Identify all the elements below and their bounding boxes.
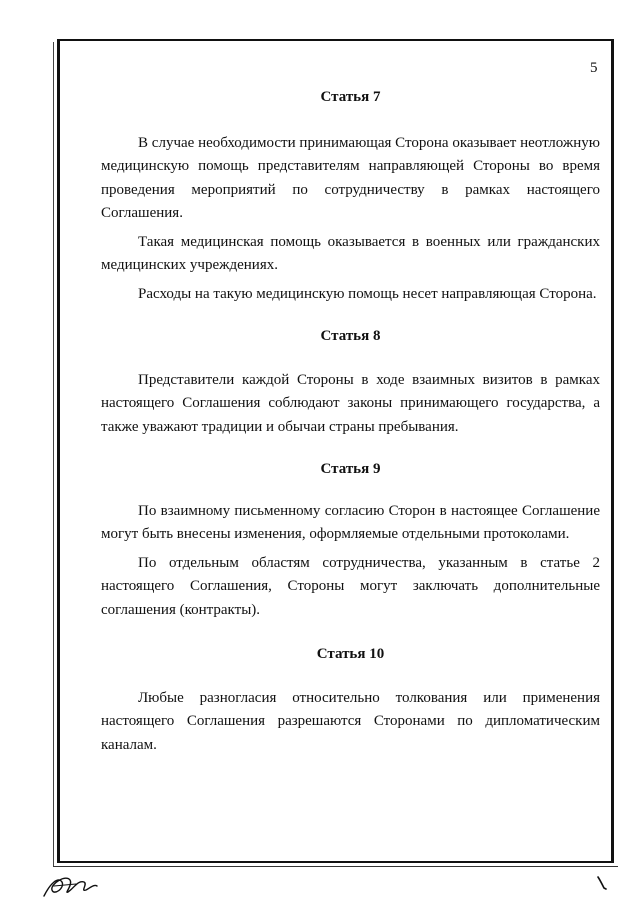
article-heading: Статья 10 bbox=[316, 646, 385, 662]
article-7 bbox=[101, 86, 600, 306]
article-9 bbox=[101, 458, 600, 622]
frame-inner-left-line bbox=[53, 42, 54, 867]
paragraph: Такая медицинская помощь оказывается в военных или гражданских медицинских учреждениях. bbox=[101, 233, 600, 273]
article-heading: Статья 7 bbox=[320, 89, 381, 105]
paragraph: Представители каждой Стороны в ходе взаимных визитов в рамках настоящего Соглашения соблюдают законы принимающего государства, а также уважают традиции и обычаи страны пребывания. bbox=[101, 371, 600, 435]
handwritten-signature-icon bbox=[40, 866, 100, 905]
frame-inner-bottom-line bbox=[53, 866, 618, 867]
paragraph: Расходы на такую медицинскую помощь несет направляющая Сторона. bbox=[138, 285, 597, 302]
page-number: 5 bbox=[590, 60, 598, 76]
paragraph: По взаимному письменному согласию Сторон в настоящее Соглашение могут быть внесены изменения, оформляемые отдельными протоколами. bbox=[101, 502, 600, 542]
document-body bbox=[101, 86, 600, 762]
paragraph: В случае необходимости принимающая Сторона оказывает неотложную медицинскую помощь представителям направляющей Стороны во время проведения мероприятий по сотрудничеству в рамках настоящего Соглашения. bbox=[101, 134, 600, 221]
article-heading: Статья 9 bbox=[320, 461, 381, 477]
article-8 bbox=[101, 325, 600, 439]
article-heading: Статья 8 bbox=[320, 328, 381, 344]
article-10 bbox=[101, 643, 600, 757]
paragraph: Любые разногласия относительно толкования или применения настоящего Соглашения разрешаются Сторонами по дипломатическим каналам. bbox=[101, 689, 600, 753]
pen-stroke-icon bbox=[596, 876, 608, 890]
paragraph: По отдельным областям сотрудничества, указанным в статье 2 настоящего Соглашения, Стороны могут заключать дополнительные соглашения (контракты). bbox=[101, 554, 600, 618]
